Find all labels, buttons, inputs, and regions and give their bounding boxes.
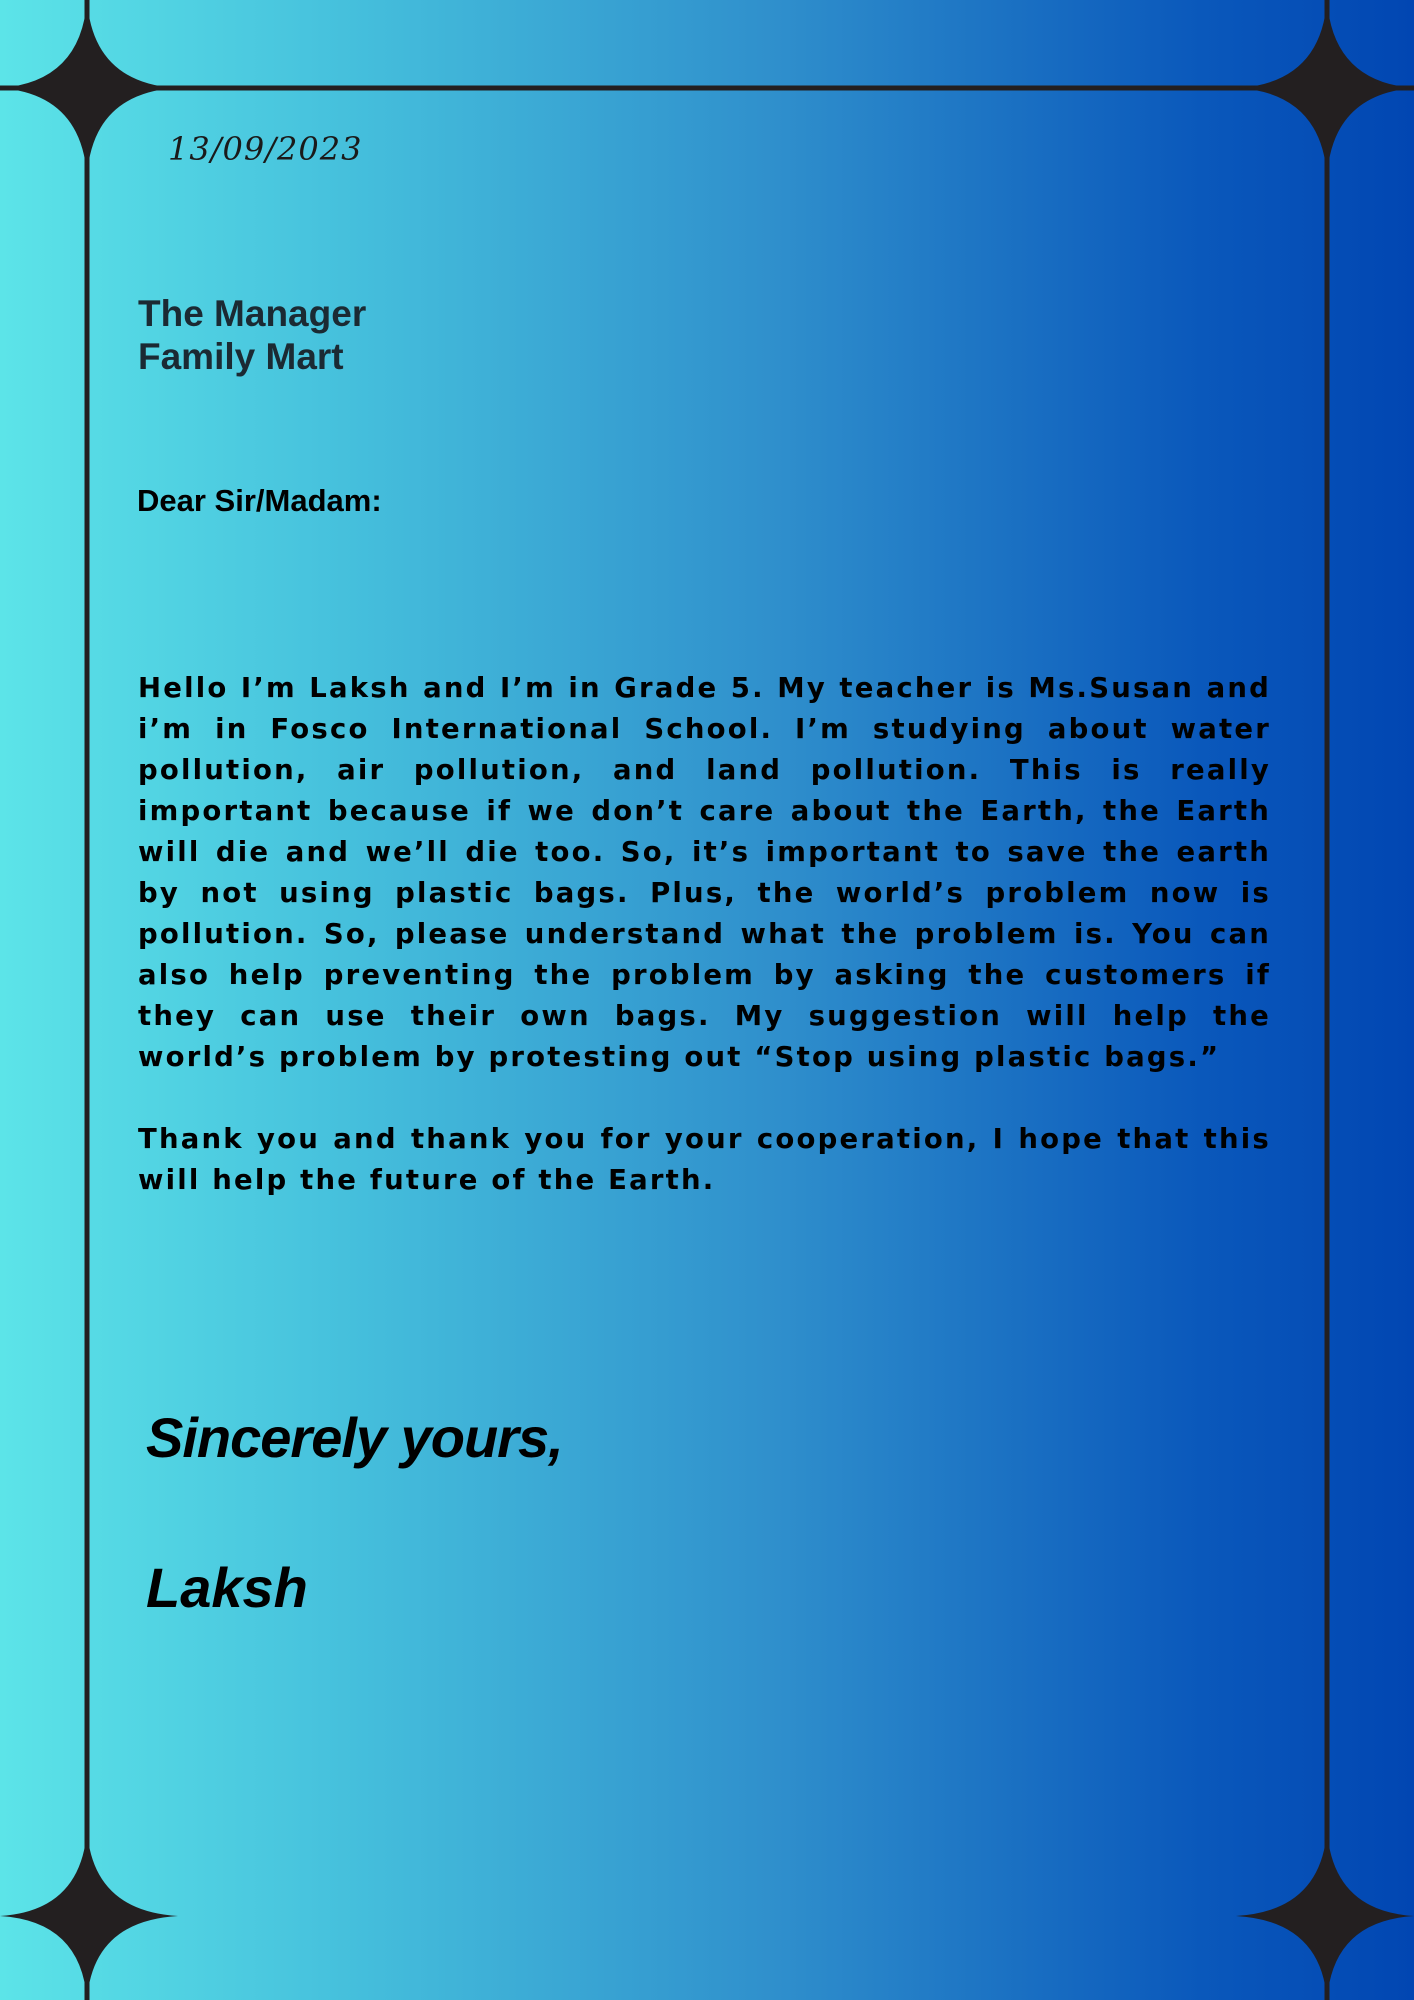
- body-paragraph: Hello I’m Laksh and I’m in Grade 5. My teacher is Ms.Susan and i’m in Fosco International School. I’m studying about water pollution, air pollution, and land pollution. This is really important because if we don’t care about the Earth, the Earth will die and we’ll die too. So, it’s important to save the earth by not using plastic bags. Plus, the world’s problem now is pollution. So, please understand what the problem is. You can also help preventing the problem by asking the customers if they can use their own bags. My suggestion will help the world’s problem by protesting out “Stop using plastic bags.”: [138, 672, 1271, 1073]
- four-point-star-icon: [1239, 0, 1414, 176]
- letter-date: 13/09/2023: [168, 130, 363, 168]
- recipient-address: [138, 292, 366, 378]
- letter-body: [138, 668, 1271, 1242]
- salutation: Dear Sir/Madam:: [137, 483, 382, 518]
- recipient-title: The Manager: [138, 293, 367, 334]
- body-paragraph: Thank you and thank you for your cooperation, I hope that this will help the future of the Earth.: [138, 1123, 1271, 1196]
- closing: Sincerely yours,: [146, 1406, 563, 1469]
- four-point-star-icon: [0, 0, 175, 176]
- signature-name: Laksh: [146, 1556, 308, 1619]
- recipient-company: Family Mart: [138, 336, 344, 377]
- four-point-star-icon: [0, 1830, 178, 2000]
- four-point-star-icon: [1236, 1830, 1414, 2000]
